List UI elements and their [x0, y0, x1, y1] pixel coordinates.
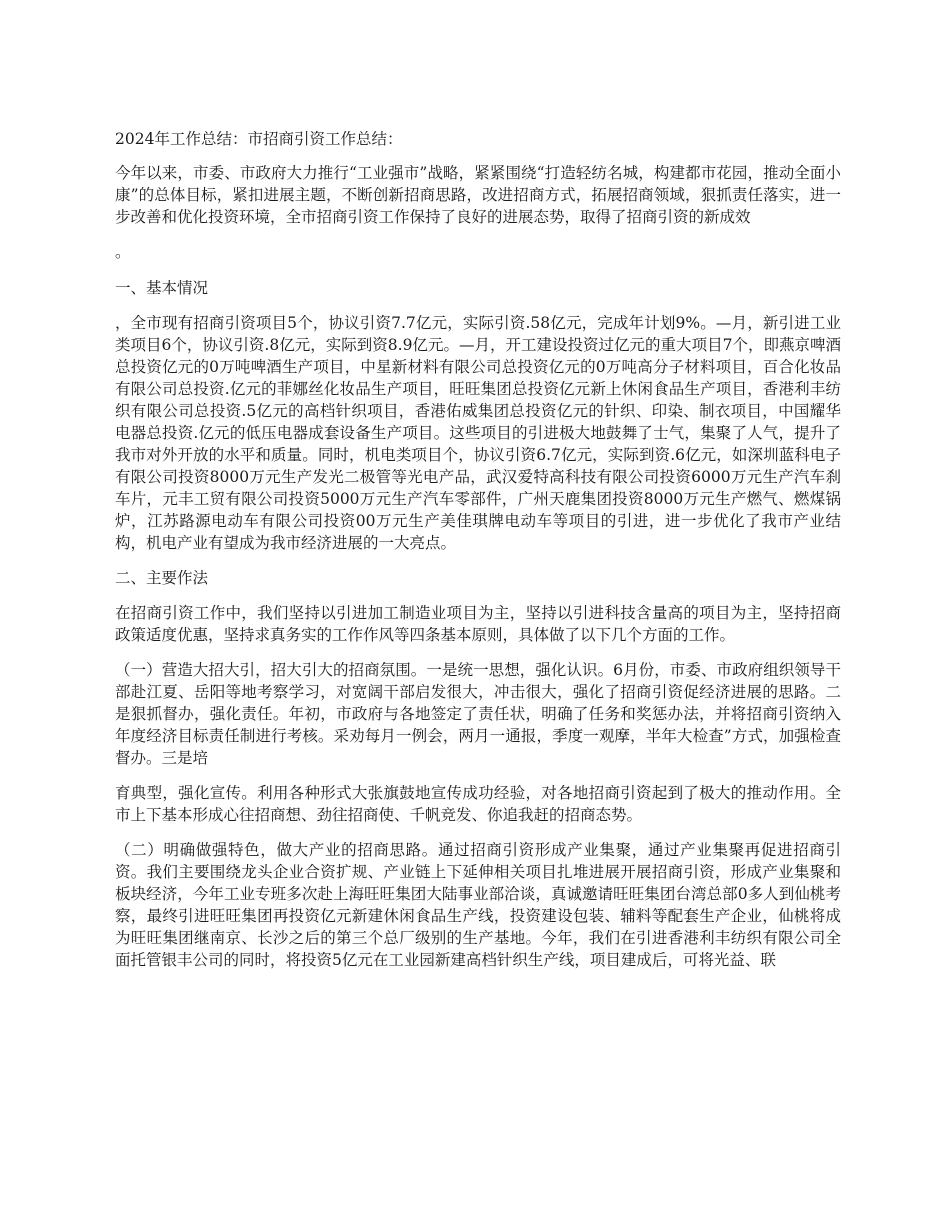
basic-situation-paragraph: ，全市现有招商引资项目5个，协议引资7.7亿元，实际引资.58亿元，完成年计划9%。—月，新引进工业类项目6个，协议引资.8亿元，实际到资8.9亿元。—月，开工建设投资过亿元的重大项目7个，即燕京啤酒总投资亿元的0万吨啤酒生产项目，中星新材料有限公司总投资亿元的0万吨高分子材料项目，百合化妆品有限公司总投资.亿元的菲娜丝化妆品生产项目，旺旺集团总投资亿元新上休闲食品生产项目，香港利丰纺织有限公司总投资.5亿元的高档针织项目，香港佑威集团总投资亿元的针织、印染、制衣项目，中国耀华电器总投资.亿元的低压电器成套设备生产项目。这些项目的引进极大地鼓舞了士气，集聚了人气，提升了我市对外开放的水平和质量。同时，机电类项目个，协议引资6.7亿元，实际到资.6亿元，如深圳蓝科电子有限公司投资8000万元生产发光二极管等光电产品，武汉爱特高科技有限公司投资6000万元生产汽车刹车片，元丰工贸有限公司投资5000万元生产汽车零部件，广州天鹿集团投资8000万元生产燃气、燃煤锅炉，江苏路源电动车有限公司投资00万元生产美佳琪牌电动车等项目的引进，进一步优化了我市产业结构，机电产业有望成为我市经济进展的一大亮点。: [115, 314, 841, 552]
section-heading-basic-situation: 一、基本情况: [115, 279, 209, 297]
item-one-continued-paragraph: 育典型，强化宣传。利用各种形式大张旗鼓地宣传成功经验，对各地招商引资起到了极大的推动作用。全市上下基本形成心往招商想、劲往招商使、千帆竞发、你追我赶的招商态势。: [115, 784, 841, 824]
main-methods-intro-paragraph: 在招商引资工作中，我们坚持以引进加工制造业项目为主，坚持以引进科技含量高的项目为主，坚持招商政策适度优惠，坚持求真务实的工作作风等四条基本原则，具体做了以下几个方面的工作。: [115, 604, 841, 644]
document-title: 2024年工作总结：市招商引资工作总结：: [115, 130, 403, 148]
document-page: [115, 128, 841, 984]
item-one-paragraph: （一）营造大招大引，招大引大的招商氛围。一是统一思想，强化认识。6月份，市委、市政府组织领导干部赴江夏、岳阳等地考察学习，对宽阔干部启发很大，冲击很大，强化了招商引资促经济进展的思路。二是狠抓督办，强化责任。年初，市政府与各地签定了责任状，明确了任务和奖惩办法，并将招商引资纳入年度经济目标责任制进行考核。采劝每月一例会，两月一通报，季度一观摩，半年大检查”方式，加强检查督办。三是培: [115, 661, 841, 767]
intro-paragraph: 今年以来，市委、市政府大力推行“工业强市”战略，紧紧围绕“打造轻纺名城，构建都市花园，推动全面小康”的总体目标，紧扣进展主题，不断创新招商思路，改进招商方式，拓展招商领域，狠抓责任落实，进一步改善和优化投资环境，全市招商引资工作保持了良好的进展态势，取得了招商引资的新成效: [115, 164, 841, 226]
item-two-paragraph: （二）明确做强特色，做大产业的招商思路。通过招商引资形成产业集聚，通过产业集聚再促进招商引资。我们主要围绕龙头企业合资扩规、产业链上下延伸相关项目扎堆进展开展招商引资，形成产业集聚和板块经济，今年工业专班多次赴上海旺旺集团大陆事业部洽谈，真诚邀请旺旺集团台湾总部0多人到仙桃考察，最终引进旺旺集团再投资亿元新建休闲食品生产线，投资建设包装、辅料等配套生产企业，仙桃将成为旺旺集团继南京、长沙之后的第三个总厂级别的生产基地。今年，我们在引进香港利丰纺织有限公司全面托管银丰公司的同时，将投资5亿元在工业园新建高档针织生产线，项目建成后，可将光益、联: [115, 841, 841, 969]
intro-end-mark: 。: [115, 243, 131, 261]
section-heading-main-methods: 二、主要作法: [115, 569, 209, 587]
